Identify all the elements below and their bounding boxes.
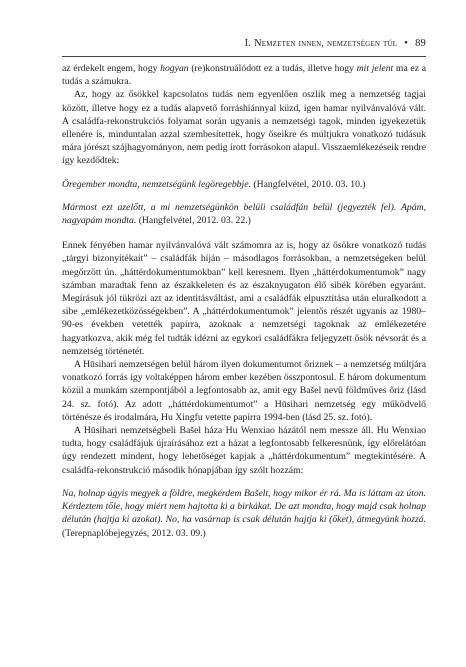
quote-block bbox=[62, 178, 426, 191]
paragraph: A Hūsihari nemzetségbeli Bašel háza Hu Wenxiao házától nem messze áll. Hu Wenxiao tudta, hogy családfájuk újraírásához ezt a házat a legfontosabb felkeresnünk, így előrelátóan úgy rendezett mindent, hogy lehetőséget kapjak a „háttérdokumentum” megtekintésére. A családfa-rekonstrukció második hónapjában így szólt hozzám: bbox=[62, 425, 426, 476]
text-run: ma ez a tudás a számukra. bbox=[62, 63, 426, 88]
quote-source: (Hangfelvétel, 2012. 03. 22.) bbox=[136, 215, 251, 227]
text-run: (re)konstruálódott ez a tudás, illetve hogy bbox=[188, 63, 357, 74]
emphasis: hogyan bbox=[160, 63, 189, 74]
paragraph: A Hūsihari nemzetségen belül három ilyen dokumentumot őriznek – a nemzetség múltjára vonatkozó forrás így voltaképpen három ember kezében összpontosul. E három dokumentum közül a munkám szempontjából a legfontosabb az, amit egy Bašel nevű földműves őriz (lásd 24. sz. fotó). Az adott „háttérdokumentumot” a Hūsihari nemzetség egy működvelő történésze és irodalmára, Hu Xingfu vetette papírra 1994-ben (lásd 25. sz. fotó). bbox=[62, 359, 426, 423]
page-number: 89 bbox=[415, 38, 426, 49]
header-rule bbox=[62, 56, 426, 57]
quote-text: Öregember mondta, nemzetségünk legöregebbje. bbox=[62, 178, 251, 190]
text-run: az érdekelt engem, hogy bbox=[62, 63, 161, 74]
header-separator: • bbox=[404, 38, 409, 49]
quote-text: Mármost ezt azelőtt, a mi nemzetségünkön belüli családfán belül (jegyezték fel). Apám, nagyapám mondta. bbox=[62, 201, 426, 227]
running-header bbox=[62, 38, 426, 49]
chapter-title: I. Nemzeten innen, nemzetségen túl bbox=[244, 38, 398, 49]
quote-source: (Hangfelvétel, 2010. 03. 10.) bbox=[250, 178, 366, 190]
quote-text: Na, holnap úgyis megyek a földre, megkérdem Bašelt, hogy mikor ér rá. Ma is láttam az úton. Kérdeztem tőle, hogy miért nem hajtotta ki a birkákat. De azt mondta, hogy majd csak holnap délután (hajtja ki azokat). No, ha vasárnap is csak délután hajtja ki (őket), átmegyünk hozzá. bbox=[62, 487, 426, 526]
quote-source: (Terepnaplóbejegyzés, 2012. 03. 09.) bbox=[62, 527, 206, 539]
quote-block bbox=[62, 201, 426, 227]
paragraph: Ennek fényében hamar nyilvánvalóvá vált számomra az is, hogy az ősökre vonatkozó tudás „tárgyi bizonyítékait” – családfák híján – másodlagos forrásokban, a nemzetségeken belül megőrzött ún. „háttérdokumentumokban” kell keresnem. Ilyen „háttérdokumentumok” nagy számban maradtak fenn az északkeleten és az északnyugaton élő sibék körében egyaránt. Megírásuk jól tükrözi azt az identitásváltást, ami a családfák elpusztítása után eluralkodott a sibe „emlékezetközösségekben”. A „háttérdokumentumok” jelentős részét ugyanis az 1980–90-es években vetették papírra, azoknak a nemzetségi tagoknak az emlékezetére hagyatkozva, akik még fel tudták idézni az egykori családfákra feljegyzett ősök névsorát és a nemzetség történetét. bbox=[62, 240, 426, 357]
quote-block bbox=[62, 487, 426, 540]
page-body bbox=[62, 62, 426, 540]
emphasis: mit jelent bbox=[356, 63, 394, 74]
paragraph-continued bbox=[62, 62, 426, 88]
paragraph: Az, hogy az ősökkel kapcsolatos tudás nem egyenlően oszlik meg a nemzetség tagjai között, illetve hogy ez a tudás alapvető forráshiánnyal küzd, igen hamar nyilvánvalóvá vált. A családfa-rekonstrukciós folyamat során ugyanis a nemzetségi tagok, minden igyekezetük ellenére is, minduntalan azzal szembesítettek, hogy őseikre és múltjukra vonatkozó tudásuk mára jórészt szájhagyományon, nem pedig írott forrásokon alapul. Visszaemlékezéseik rendre így kezdődtek: bbox=[62, 89, 426, 167]
